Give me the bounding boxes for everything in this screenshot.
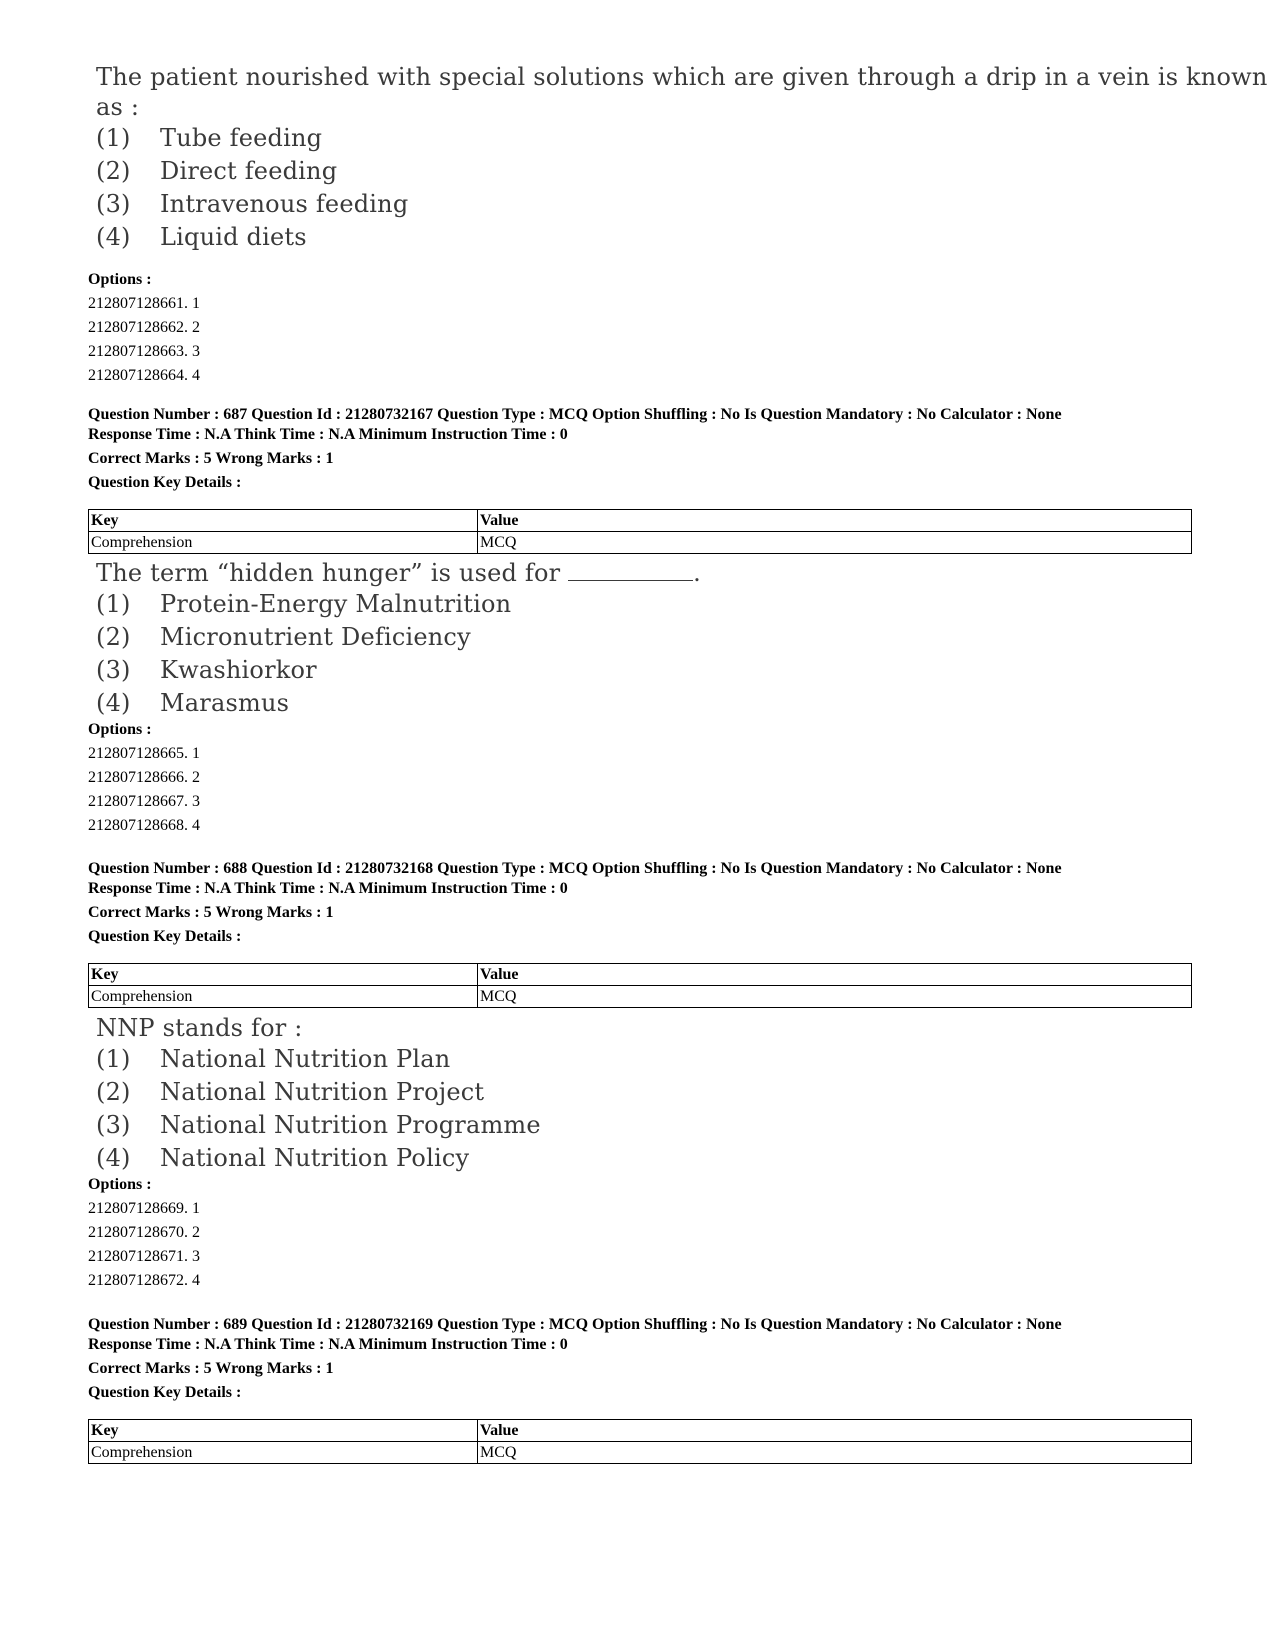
choice-text: National Nutrition Policy <box>160 1144 470 1172</box>
question-meta-687 <box>88 405 1062 493</box>
question-stem: NNP stands for : <box>96 1014 303 1042</box>
choice-text: Liquid diets <box>160 223 307 251</box>
options-list <box>88 268 200 388</box>
choice-item <box>96 588 701 621</box>
choice-item <box>96 221 1268 254</box>
options-list <box>88 718 200 838</box>
key-details-label: Question Key Details : <box>88 928 242 945</box>
question-stem: The patient nourished with special solutions which are given through a drip in a vein is known <box>96 63 1268 91</box>
option-id: 212807128669. 1 <box>88 1200 200 1217</box>
question-meta-line: Question Number : 688 Question Id : 21280732168 Question Type : MCQ Option Shuffling : No Is Question Mandatory : No Calculator : None <box>88 860 1062 877</box>
choice-number: (1) <box>96 1045 131 1073</box>
question-meta-line: Response Time : N.A Think Time : N.A Minimum Instruction Time : 0 <box>88 880 568 897</box>
table-cell-value: MCQ <box>478 986 1192 1008</box>
table-cell-value: MCQ <box>478 532 1192 554</box>
choice-text: Marasmus <box>160 689 290 717</box>
question-key-table <box>88 1419 1192 1464</box>
choice-number: (4) <box>96 1144 131 1172</box>
question-meta-line: Question Number : 687 Question Id : 21280732167 Question Type : MCQ Option Shuffling : No Is Question Mandatory : No Calculator : None <box>88 406 1062 423</box>
choice-text: National Nutrition Programme <box>160 1111 541 1139</box>
table-header-key: Key <box>89 964 478 986</box>
choice-text: Micronutrient Deficiency <box>160 623 471 651</box>
choice-number: (2) <box>96 1078 131 1106</box>
option-id: 212807128661. 1 <box>88 295 200 312</box>
option-id: 212807128667. 3 <box>88 793 200 810</box>
question-stem: The term “hidden hunger” is used for . <box>96 559 702 587</box>
key-details-label: Question Key Details : <box>88 474 242 491</box>
marks-line: Correct Marks : 5 Wrong Marks : 1 <box>88 904 334 921</box>
question-meta-line: Response Time : N.A Think Time : N.A Minimum Instruction Time : 0 <box>88 1336 568 1353</box>
options-label: Options : <box>88 721 152 738</box>
options-label: Options : <box>88 271 152 288</box>
question-key-table <box>88 963 1192 1008</box>
choice-number: (3) <box>96 656 131 684</box>
marks-line: Correct Marks : 5 Wrong Marks : 1 <box>88 450 334 467</box>
marks-line: Correct Marks : 5 Wrong Marks : 1 <box>88 1360 334 1377</box>
choice-text: Protein-Energy Malnutrition <box>160 590 512 618</box>
choice-text: Intravenous feeding <box>160 190 409 218</box>
option-id: 212807128666. 2 <box>88 769 200 786</box>
question-meta-689 <box>88 1315 1062 1403</box>
option-id: 212807128665. 1 <box>88 745 200 762</box>
answer-blank <box>568 560 693 581</box>
choice-item <box>96 188 1268 221</box>
option-id: 212807128670. 2 <box>88 1224 200 1241</box>
options-label: Options : <box>88 1176 152 1193</box>
table-cell-key: Comprehension <box>89 1442 478 1464</box>
choice-number: (4) <box>96 689 131 717</box>
choice-item <box>96 654 701 687</box>
table-cell-key: Comprehension <box>89 986 478 1008</box>
option-id: 212807128662. 2 <box>88 319 200 336</box>
question-key-table <box>88 509 1192 554</box>
question-meta-line: Response Time : N.A Think Time : N.A Minimum Instruction Time : 0 <box>88 426 568 443</box>
option-id: 212807128664. 4 <box>88 367 200 384</box>
choice-number: (3) <box>96 1111 131 1139</box>
option-id: 212807128668. 4 <box>88 817 200 834</box>
choice-number: (1) <box>96 124 131 152</box>
question-image-688 <box>96 1013 541 1175</box>
choice-number: (3) <box>96 190 131 218</box>
choice-number: (1) <box>96 590 131 618</box>
choice-item <box>96 155 1268 188</box>
choice-text: National Nutrition Plan <box>160 1045 451 1073</box>
choice-text: Kwashiorkor <box>160 656 317 684</box>
option-id: 212807128672. 4 <box>88 1272 200 1289</box>
choice-item <box>96 1142 541 1175</box>
question-stem-continued: as : <box>96 93 140 121</box>
option-id: 212807128663. 3 <box>88 343 200 360</box>
choice-item <box>96 687 701 720</box>
table-cell-value: MCQ <box>478 1442 1192 1464</box>
choice-number: (2) <box>96 157 131 185</box>
choice-number: (4) <box>96 223 131 251</box>
options-list <box>88 1173 200 1293</box>
table-header-key: Key <box>89 1420 478 1442</box>
choice-number: (2) <box>96 623 131 651</box>
table-header-key: Key <box>89 510 478 532</box>
choice-text: Tube feeding <box>160 124 323 152</box>
key-details-label: Question Key Details : <box>88 1384 242 1401</box>
choice-item <box>96 1043 541 1076</box>
choice-item <box>96 1109 541 1142</box>
option-id: 212807128671. 3 <box>88 1248 200 1265</box>
question-image-686 <box>96 62 1268 254</box>
question-image-687 <box>96 558 701 720</box>
table-cell-key: Comprehension <box>89 532 478 554</box>
choice-text: Direct feeding <box>160 157 338 185</box>
table-header-value: Value <box>478 1420 1192 1442</box>
question-meta-line: Question Number : 689 Question Id : 21280732169 Question Type : MCQ Option Shuffling : No Is Question Mandatory : No Calculator : None <box>88 1316 1062 1333</box>
choice-item <box>96 122 1268 155</box>
choice-item <box>96 621 701 654</box>
table-header-value: Value <box>478 964 1192 986</box>
choice-item <box>96 1076 541 1109</box>
choice-text: National Nutrition Project <box>160 1078 485 1106</box>
table-header-value: Value <box>478 510 1192 532</box>
question-meta-688 <box>88 859 1062 947</box>
